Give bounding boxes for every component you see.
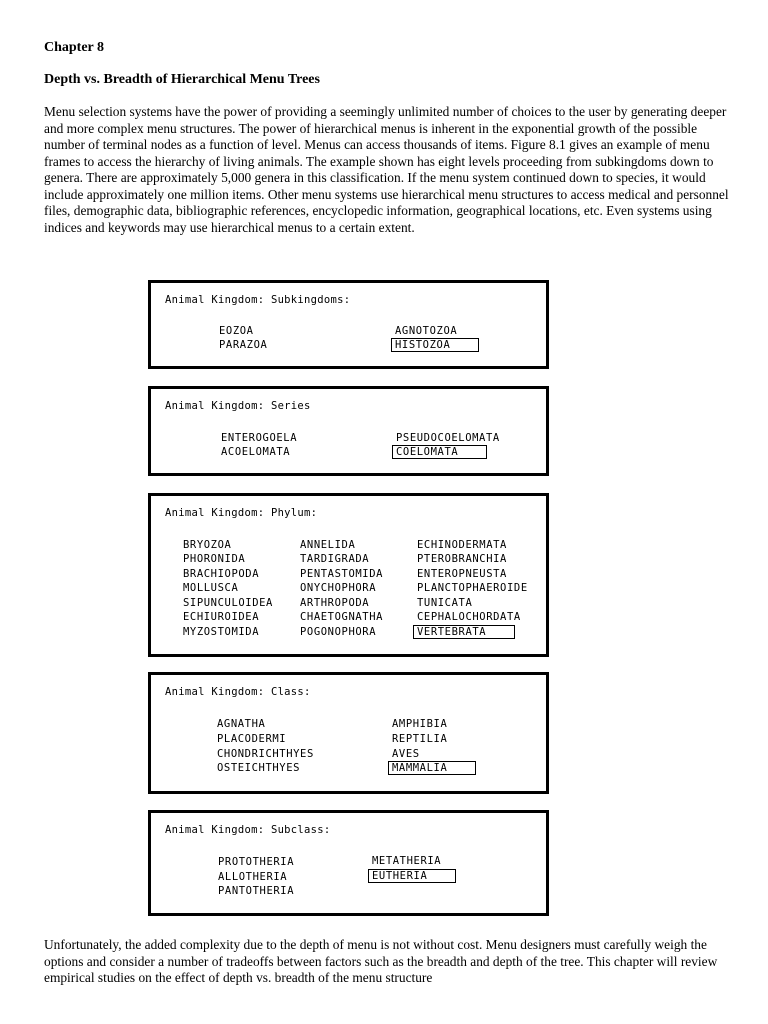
menu-option[interactable]: PENTASTOMIDA bbox=[300, 568, 384, 580]
menu-frame-series bbox=[148, 386, 549, 476]
menu-option[interactable]: ECHIUROIDEA bbox=[183, 611, 260, 623]
menu-option[interactable]: AVES bbox=[392, 748, 420, 760]
menu-option[interactable]: EOZOA bbox=[219, 325, 254, 337]
menu-option[interactable]: PHORONIDA bbox=[183, 553, 246, 565]
frame-heading: Animal Kingdom: Class: bbox=[165, 686, 311, 698]
frame-heading: Animal Kingdom: Subclass: bbox=[165, 824, 331, 836]
menu-option[interactable]: PARAZOA bbox=[219, 339, 268, 351]
menu-option-selected[interactable]: COELOMATA bbox=[396, 445, 487, 459]
menu-option[interactable]: TARDIGRADA bbox=[300, 553, 370, 565]
menu-option[interactable]: ANNELIDA bbox=[300, 539, 356, 551]
menu-option[interactable]: CHONDRICHTHYES bbox=[217, 748, 314, 760]
menu-option[interactable]: PLANCTOPHAEROIDE bbox=[417, 582, 528, 594]
menu-option[interactable]: TUNICATA bbox=[417, 597, 473, 609]
menu-option[interactable]: ONYCHOPHORA bbox=[300, 582, 377, 594]
menu-option[interactable]: ECHINODERMATA bbox=[417, 539, 507, 551]
menu-option-selected[interactable]: EUTHERIA bbox=[372, 869, 456, 883]
menu-option[interactable]: ENTEROGOELA bbox=[221, 432, 298, 444]
frame-heading: Animal Kingdom: Subkingdoms: bbox=[165, 294, 351, 306]
menu-option[interactable]: MOLLUSCA bbox=[183, 582, 239, 594]
menu-frame-class bbox=[148, 672, 549, 794]
menu-option[interactable]: PANTOTHERIA bbox=[218, 885, 295, 897]
menu-frame-subkingdoms bbox=[148, 280, 549, 369]
menu-option[interactable]: AMPHIBIA bbox=[392, 718, 448, 730]
menu-option[interactable]: AGNATHA bbox=[217, 718, 266, 730]
menu-option-selected[interactable]: MAMMALIA bbox=[392, 761, 476, 775]
menu-option[interactable]: ARTHROPODA bbox=[300, 597, 370, 609]
menu-option[interactable]: PSEUDOCOELOMATA bbox=[396, 432, 500, 444]
closing-paragraph: Unfortunately, the added complexity due to the depth of menu is not without cost. Menu designers must carefully weigh the options and consider a number of tradeoffs between factors such as the breadth and depth of the tree. This chapter will review empirical studies on the effect of depth vs. breadth of the menu structure bbox=[44, 937, 718, 985]
menu-option[interactable]: PLACODERMI bbox=[217, 733, 287, 745]
menu-option[interactable]: METATHERIA bbox=[372, 855, 442, 867]
menu-option[interactable]: CHAETOGNATHA bbox=[300, 611, 384, 623]
menu-option[interactable]: PTEROBRANCHIA bbox=[417, 553, 507, 565]
menu-option[interactable]: AGNOTOZOA bbox=[395, 325, 458, 337]
menu-option-selected[interactable]: HISTOZOA bbox=[395, 338, 479, 352]
menu-frame-subclass bbox=[148, 810, 549, 916]
menu-option[interactable]: ACOELOMATA bbox=[221, 446, 291, 458]
menu-option[interactable]: ENTEROPNEUSTA bbox=[417, 568, 507, 580]
menu-option-selected[interactable]: VERTEBRATA bbox=[417, 625, 515, 639]
frame-heading: Animal Kingdom: Series bbox=[165, 400, 311, 412]
menu-option[interactable]: BRYOZOA bbox=[183, 539, 232, 551]
menu-option[interactable]: POGONOPHORA bbox=[300, 626, 377, 638]
menu-option[interactable]: BRACHIOPODA bbox=[183, 568, 260, 580]
menu-option[interactable]: OSTEICHTHYES bbox=[217, 762, 301, 774]
menu-frame-phylum bbox=[148, 493, 549, 657]
menu-option[interactable]: SIPUNCULOIDEA bbox=[183, 597, 273, 609]
intro-paragraph: Menu selection systems have the power of providing a seemingly unlimited number of choices to the user by generating deeper and more complex menu structures. The power of hierarchical menus is inherent in the exponential growth of the possible number of terminal nodes as a function of level. Menus can access thousands of items. Figure 8.1 gives an example of menu frames to access the hierarchy of living animals. The example shown has eight levels proceeding from subkingdoms down to genera. There are approximately 5,000 genera in this classification. If the menu system continued down to species, it would include approximately one million items. Other menu systems use hierarchical menu structures to access medical and personnel files, demographic data, bibliographic references, encyclopedic information, geographical locations, etc. Even systems using indices and keywords may use hierarchical menus to a certain extent. bbox=[44, 104, 729, 235]
chapter-label: Chapter 8 bbox=[44, 40, 105, 55]
menu-option[interactable]: CEPHALOCHORDATA bbox=[417, 611, 521, 623]
menu-option[interactable]: MYZOSTOMIDA bbox=[183, 626, 260, 638]
menu-option[interactable]: REPTILIA bbox=[392, 733, 448, 745]
menu-option[interactable]: PROTOTHERIA bbox=[218, 856, 295, 868]
frame-heading: Animal Kingdom: Phylum: bbox=[165, 507, 318, 519]
menu-option[interactable]: ALLOTHERIA bbox=[218, 871, 288, 883]
section-title: Depth vs. Breadth of Hierarchical Menu Trees bbox=[44, 72, 320, 87]
